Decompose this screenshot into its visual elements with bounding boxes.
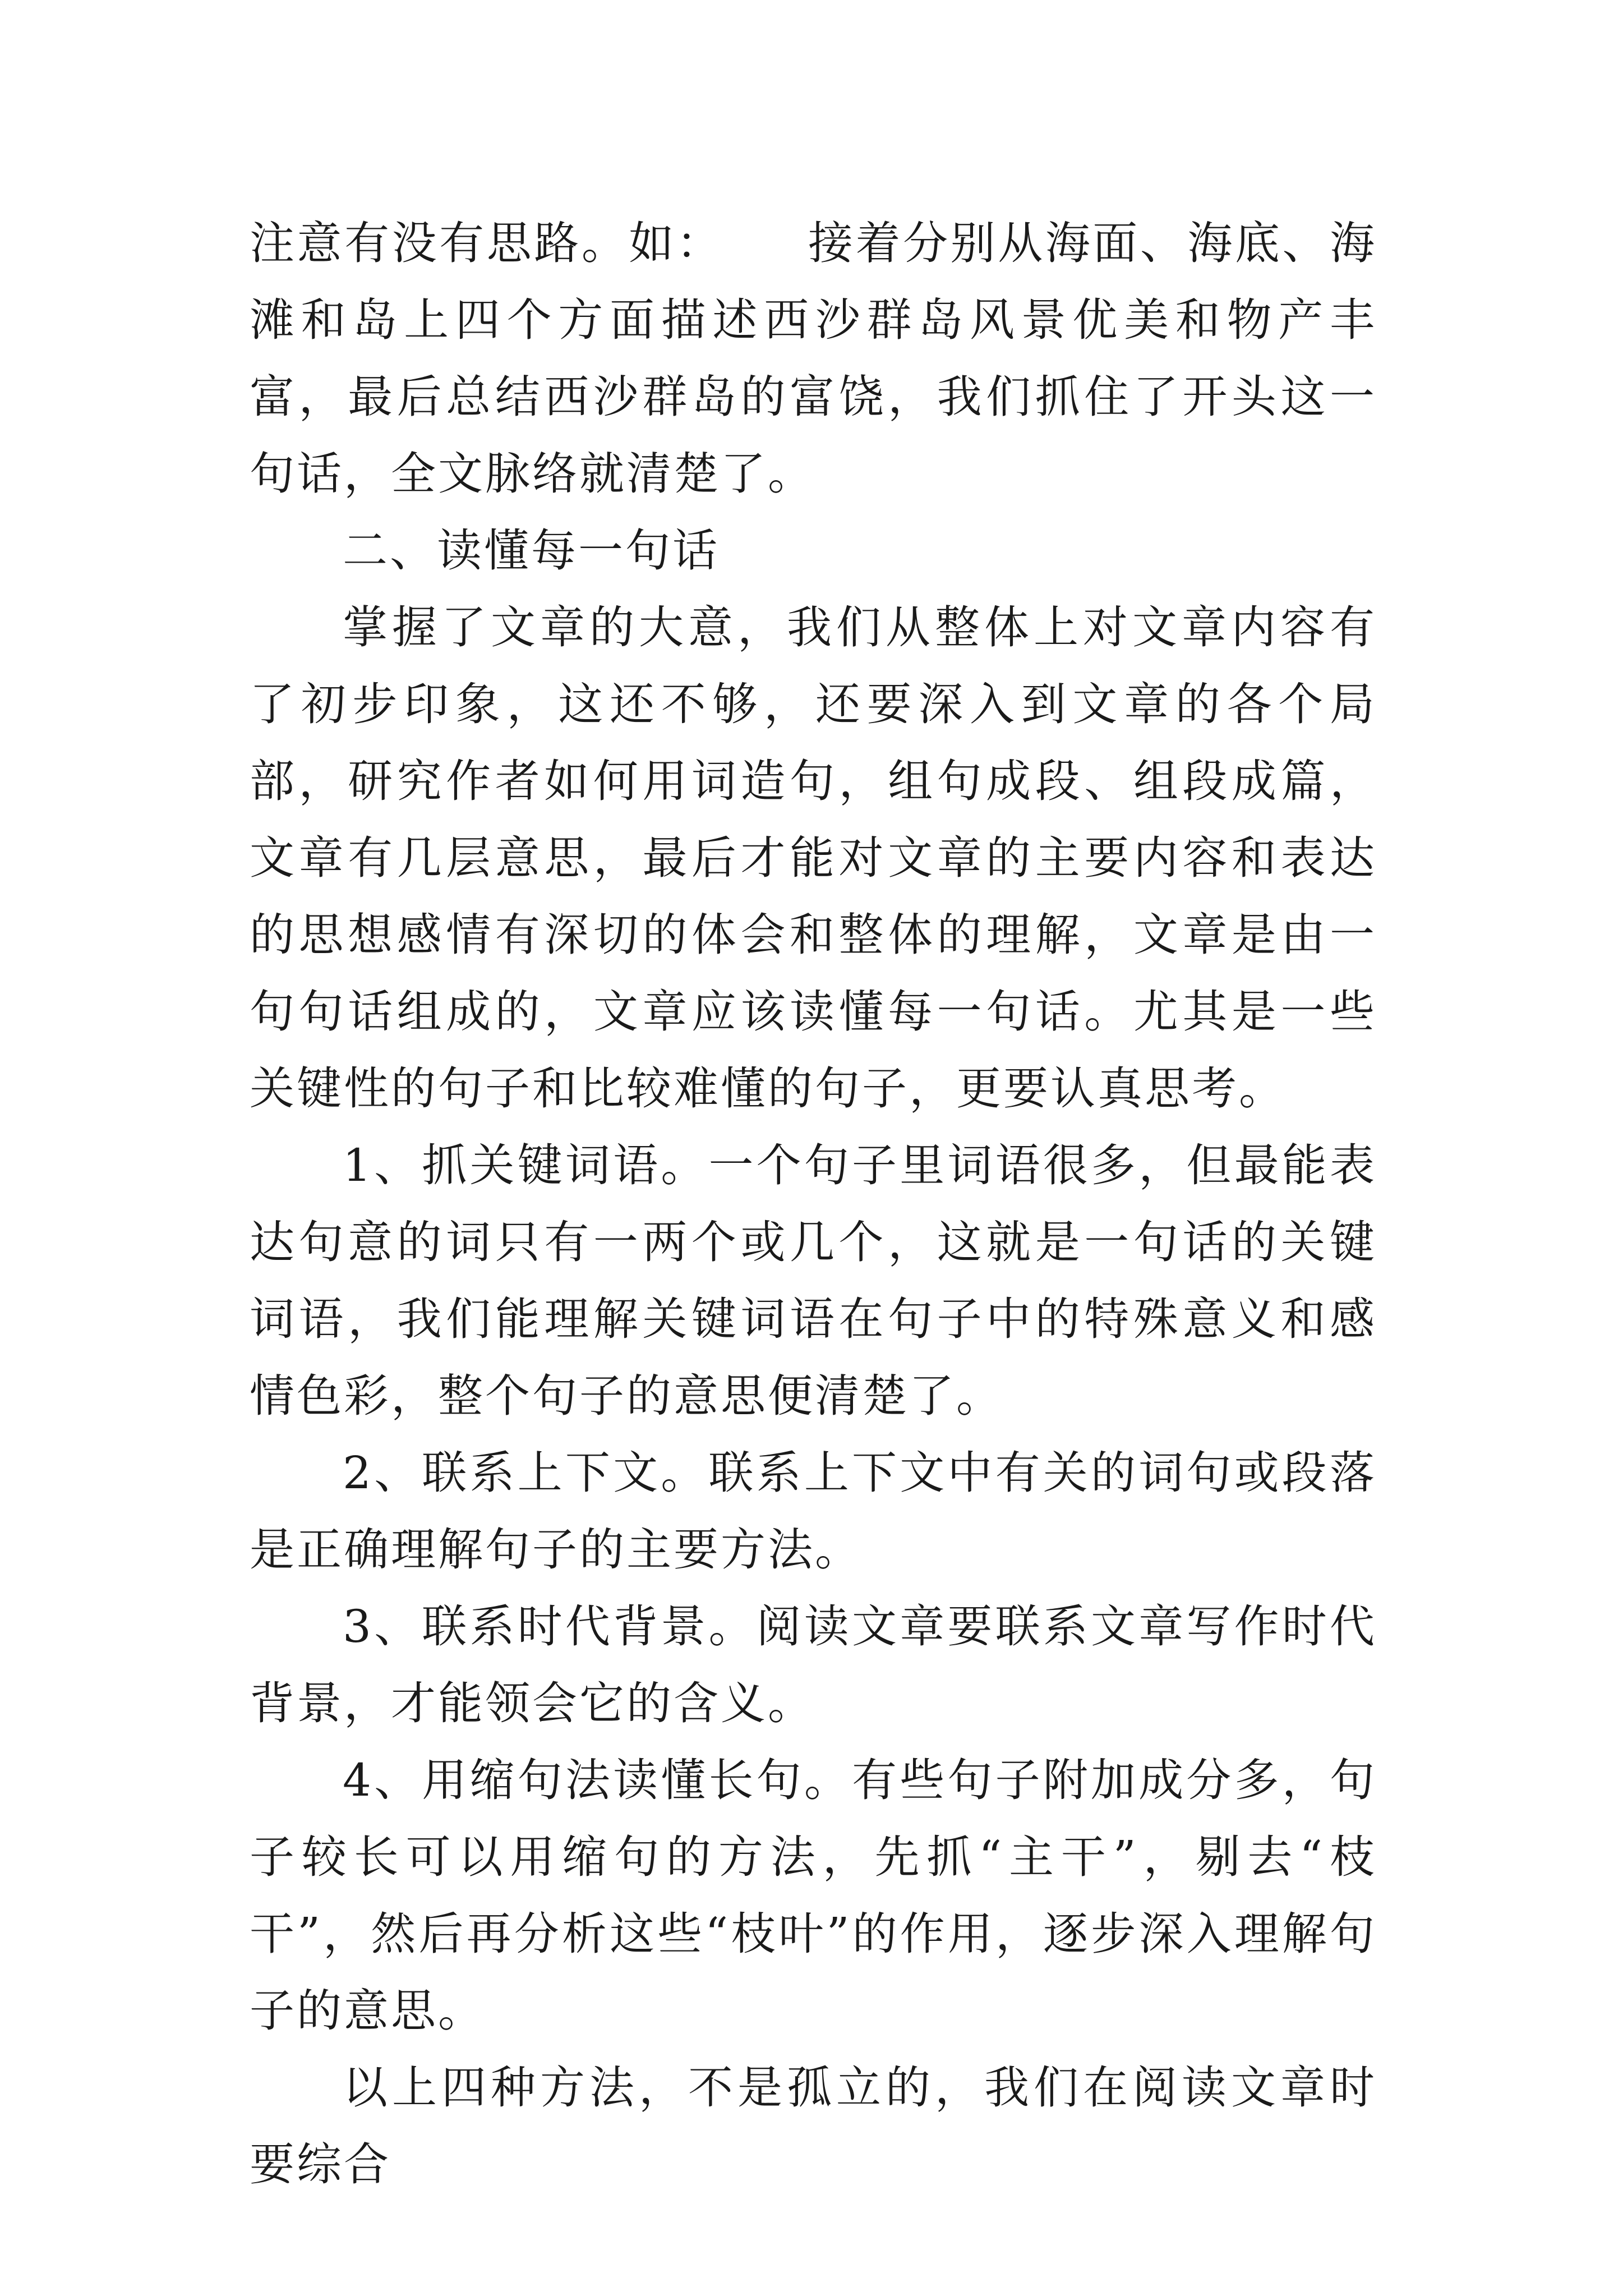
list-item-1: 1、抓关键词语。一个句子里词语很多，但最能表达句意的词只有一两个或几个，这就是一句话的关键词语，我们能理解关键词语在句子中的特殊意义和感情色彩，整个句子的意思便清楚了。 — [250, 1139, 1377, 1422]
body-text — [250, 205, 1377, 2203]
list-item-3: 3、联系时代背景。阅读文章要联系文章写作时代背景，才能领会它的含义。 — [250, 1600, 1377, 1729]
section-heading: 二、读懂每一句话 — [343, 524, 720, 577]
paragraph-intro-lead: 注意有没有思路。如： — [250, 217, 724, 269]
paragraph-intro — [250, 205, 1377, 512]
paragraph-conclusion: 以上四种方法，不是孤立的，我们在阅读文章时要综合 — [250, 2062, 1377, 2191]
list-item-2: 2、联系上下文。联系上下文中有关的词句或段落是正确理解句子的主要方法。 — [250, 1447, 1377, 1576]
paragraph-intro-body: 接着分别从海面、海底、海滩和岛上四个方面描述西沙群岛风景优美和物产丰富，最后总结西沙群岛的富饶，我们抓住了开头这一句话，全文脉络就清楚了。 — [250, 217, 1377, 500]
paragraph-overview: 掌握了文章的大意，我们从整体上对文章内容有了初步印象，这还不够，还要深入到文章的各个局部，研究作者如何用词造句，组句成段、组段成篇，文章有几层意思，最后才能对文章的主要内容和表达的思想感情有深切的体会和整体的理解，文章是由一句句话组成的，文章应该读懂每一句话。尤其是一些关键性的句子和比较难懂的句子，更要认真思考。 — [250, 601, 1377, 1115]
list-item-4: 4、用缩句法读懂长句。有些句子附加成分多，句子较长可以用缩句的方法，先抓“主干”，剔去“枝干”，然后再分析这些“枝叶”的作用，逐步深入理解句子的意思。 — [250, 1754, 1377, 2037]
